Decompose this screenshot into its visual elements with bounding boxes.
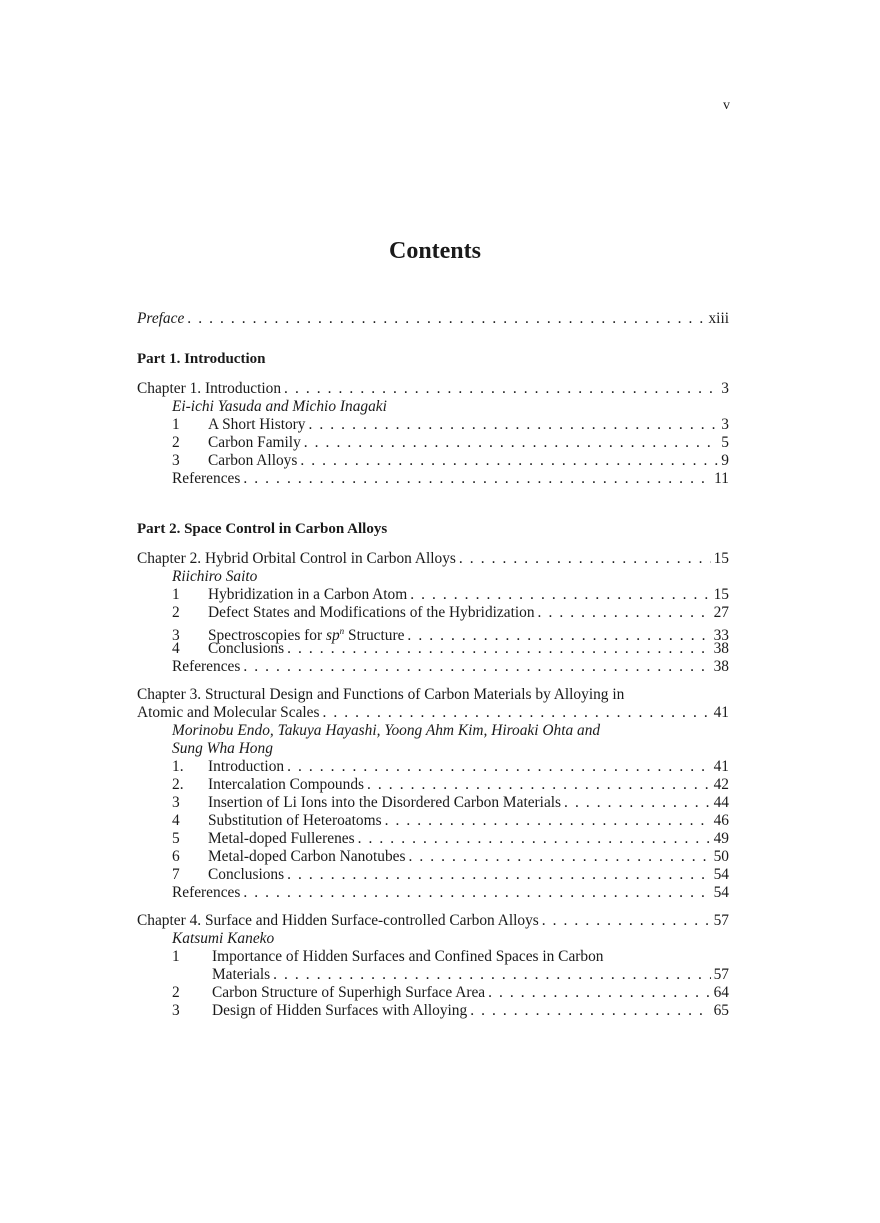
section-number: 2: [172, 604, 180, 621]
entry-page: 57: [713, 912, 729, 929]
toc-entry-chapter[interactable]: [137, 550, 729, 568]
toc-entry-section[interactable]: [137, 966, 729, 984]
toc-entry-section[interactable]: [137, 776, 729, 794]
toc-entry-references[interactable]: [137, 658, 729, 676]
section-number: 1: [172, 586, 180, 603]
toc-entry-section[interactable]: [137, 586, 729, 604]
entry-label: Materials: [212, 966, 271, 983]
entry-label: Introduction: [208, 758, 285, 775]
entry-page: 41: [713, 758, 729, 775]
entry-page: 3: [721, 416, 729, 433]
entry-page: 15: [713, 586, 729, 603]
section-number: 4: [172, 812, 180, 829]
entry-page: 41: [713, 704, 729, 721]
part-heading: Part 1. Introduction: [137, 351, 266, 367]
toc-entry-section[interactable]: [137, 830, 729, 848]
entry-page: 54: [713, 884, 729, 901]
dot-leader: [287, 758, 711, 776]
dot-leader: [367, 776, 711, 794]
dot-leader: [187, 310, 705, 328]
dot-leader: [542, 912, 711, 930]
entry-label: Spectroscopies for $sp^n$ Structure: [208, 626, 405, 645]
entry-label: Carbon Alloys: [208, 452, 298, 469]
chapter-authors: Morinobu Endo, Takuya Hayashi, Yoong Ahm Kim, Hiroaki Ohta and: [172, 722, 601, 739]
section-number: 2: [172, 434, 180, 451]
dot-leader: [287, 866, 711, 884]
section-number: 1: [172, 948, 180, 965]
entry-page: 15: [713, 550, 729, 567]
dot-leader: [470, 1002, 710, 1020]
toc-entry-section[interactable]: [137, 848, 729, 866]
section-number: 3: [172, 452, 180, 469]
toc-entry-section[interactable]: [137, 452, 729, 470]
dot-leader: [358, 830, 711, 848]
toc-entry-section[interactable]: [137, 604, 729, 622]
entry-label: Metal-doped Carbon Nanotubes: [208, 848, 406, 865]
entry-page: 65: [713, 1002, 729, 1019]
entry-page: 3: [721, 380, 729, 397]
dot-leader: [308, 416, 718, 434]
entry-label: References: [172, 884, 241, 901]
part-heading: Part 2. Space Control in Carbon Alloys: [137, 521, 388, 537]
dot-leader: [564, 794, 711, 812]
entry-label: Carbon Structure of Superhigh Surface Area: [212, 984, 486, 1001]
section-number: 7: [172, 866, 180, 883]
chapter-title-line[interactable]: Chapter 3. Structural Design and Functions of Carbon Materials by Alloying in: [137, 686, 625, 703]
toc-entry-section[interactable]: [137, 434, 729, 452]
entry-label: Chapter 2. Hybrid Orbital Control in Carbon Alloys: [137, 550, 456, 567]
entry-label: Insertion of Li Ions into the Disordered Carbon Materials: [208, 794, 562, 811]
entry-page: 54: [713, 866, 729, 883]
toc-entry-section[interactable]: [137, 416, 729, 434]
chapter-authors: Riichiro Saito: [172, 568, 258, 585]
section-number: 1: [172, 416, 180, 433]
page-title: Contents: [388, 238, 481, 264]
toc-entry-chapter[interactable]: [137, 380, 729, 398]
section-number: 2.: [172, 776, 184, 793]
entry-page: 5: [721, 434, 729, 451]
entry-page: 46: [713, 812, 729, 829]
entry-page: 38: [713, 640, 729, 657]
toc-entry-section[interactable]: [137, 758, 729, 776]
chapter-authors: Sung Wha Hong: [172, 740, 273, 757]
toc-entry-section[interactable]: [137, 866, 729, 884]
toc-entry-preface[interactable]: [137, 310, 729, 328]
toc-entry-section-line[interactable]: [137, 948, 729, 966]
entry-label: Intercalation Compounds: [208, 776, 365, 793]
toc-entry-section[interactable]: [137, 984, 729, 1002]
dot-leader: [300, 452, 718, 470]
entry-label: Carbon Family: [208, 434, 301, 451]
section-number: 3: [172, 627, 180, 645]
entry-page: 64: [713, 984, 729, 1001]
dot-leader: [408, 848, 710, 866]
toc-entry-references[interactable]: [137, 884, 729, 902]
dot-leader: [273, 966, 710, 984]
entry-label: A Short History: [208, 416, 306, 433]
toc-entry-references[interactable]: [137, 470, 729, 488]
entry-label: Chapter 4. Surface and Hidden Surface-controlled Carbon Alloys: [137, 912, 539, 929]
entry-page: xiii: [708, 310, 729, 327]
dot-leader: [243, 470, 711, 488]
section-number: 1.: [172, 758, 184, 775]
dot-leader: [287, 640, 711, 658]
dot-leader: [488, 984, 711, 1002]
dot-leader: [304, 434, 719, 452]
toc-entry-chapter[interactable]: [137, 704, 729, 722]
entry-page: 42: [713, 776, 729, 793]
entry-page: 49: [713, 830, 729, 847]
section-number: 5: [172, 830, 180, 847]
chapter-authors: Ei-ichi Yasuda and Michio Inagaki: [172, 398, 387, 415]
entry-label: Preface: [137, 310, 185, 327]
toc-entry-section[interactable]: [137, 1002, 729, 1020]
entry-page: 50: [713, 848, 729, 865]
entry-page: 27: [713, 604, 729, 621]
entry-page: 33: [713, 627, 729, 645]
entry-label: Conclusions: [208, 640, 285, 657]
toc-entry-section[interactable]: [137, 794, 729, 812]
entry-label: Importance of Hidden Surfaces and Confined Spaces in Carbon: [212, 948, 604, 965]
entry-label: Hybridization in a Carbon Atom: [208, 586, 408, 603]
toc-entry-chapter[interactable]: [137, 912, 729, 930]
dot-leader: [385, 812, 711, 830]
entry-page: 38: [713, 658, 729, 675]
section-number: 3: [172, 1002, 180, 1019]
entry-page: 57: [713, 966, 729, 983]
table-of-contents: [137, 310, 729, 1020]
dot-leader: [410, 586, 710, 604]
entry-page: 44: [713, 794, 729, 811]
toc-entry-section[interactable]: [137, 622, 729, 645]
section-number: 2: [172, 984, 180, 1001]
chapter-authors: Katsumi Kaneko: [172, 930, 275, 947]
toc-entry-section[interactable]: [137, 812, 729, 830]
section-number: 3: [172, 794, 180, 811]
entry-label: Substitution of Heteroatoms: [208, 812, 382, 829]
page-number: v: [723, 98, 730, 113]
entry-label: Defect States and Modifications of the Hybridization: [208, 604, 535, 621]
entry-label: References: [172, 470, 241, 487]
dot-leader: [284, 380, 718, 398]
section-number: 4: [172, 640, 180, 657]
entry-page: 11: [714, 470, 729, 487]
entry-page: 9: [721, 452, 729, 469]
entry-label: Metal-doped Fullerenes: [208, 830, 355, 847]
entry-label: References: [172, 658, 241, 675]
dot-leader: [459, 550, 711, 568]
entry-label: Chapter 1. Introduction: [137, 380, 282, 397]
entry-label: Atomic and Molecular Scales: [137, 704, 320, 721]
dot-leader: [243, 884, 710, 902]
dot-leader: [243, 658, 710, 676]
entry-label: Design of Hidden Surfaces with Alloying: [212, 1002, 468, 1019]
section-number: 6: [172, 848, 180, 865]
dot-leader: [538, 604, 711, 622]
entry-label: Conclusions: [208, 866, 285, 883]
toc-entry-section[interactable]: [137, 640, 729, 658]
dot-leader: [323, 704, 711, 722]
